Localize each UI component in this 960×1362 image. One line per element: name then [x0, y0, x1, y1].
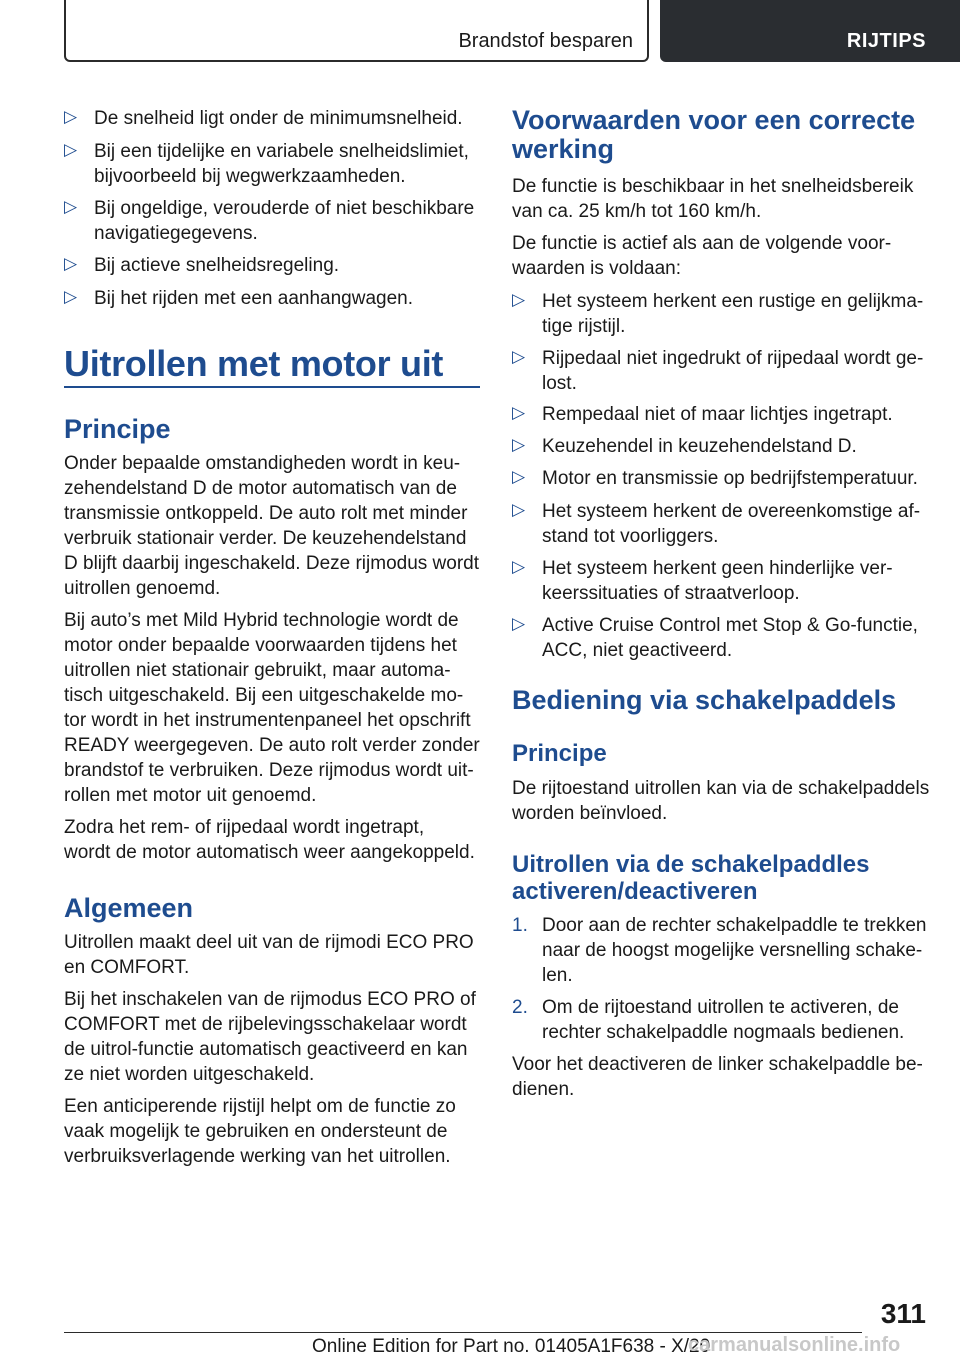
paragraph-line: De functie is beschikbaar in het snelheidsbereik: [512, 176, 914, 197]
bullet-icon: ▷: [64, 287, 78, 306]
paragraph-line: uitrollen niet stationair gebruikt, maar automa-: [64, 660, 451, 681]
paragraph-line: tor wordt in het instrumentenpaneel het opschrift: [64, 710, 471, 731]
subsection-heading: Voorwaarden voor een correcte: [512, 105, 916, 135]
list-item: len.: [542, 965, 573, 986]
paragraph-line: READY weergegeven. De auto rolt verder zonder: [64, 735, 480, 756]
paragraph-line: van ca. 25 km/h tot 160 km/h.: [512, 201, 762, 222]
step-number: 1.: [512, 915, 528, 936]
list-item: ACC, niet geactiveerd.: [542, 640, 733, 661]
watermark: carmanualsonline.info: [688, 1334, 901, 1356]
paragraph-line: transmissie ontkoppeld. De auto rolt met minder: [64, 503, 468, 524]
list-item: rechter schakelpaddle nogmaals bedienen.: [542, 1022, 905, 1043]
heading-rule: [64, 386, 480, 388]
paragraph-line: De rijtoestand uitrollen kan via de schakelpaddels: [512, 778, 930, 799]
list-item: Keuzehendel in keuzehendelstand D.: [542, 436, 857, 457]
paragraph-line: verbruiksverlagende werking van het uitrollen.: [64, 1146, 451, 1167]
paragraph-line: uitrollen genoemd.: [64, 578, 221, 599]
list-item: lost.: [542, 373, 577, 394]
paragraph-line: vaak mogelijk te gebruiken en ondersteunt de: [64, 1121, 448, 1142]
step-number: 2.: [512, 997, 528, 1018]
list-item: Bij ongeldige, verouderde of niet beschikbare: [94, 198, 475, 219]
list-item: Motor en transmissie op bedrijfstemperatuur.: [542, 468, 918, 489]
paragraph-line: Uitrollen maakt deel uit van de rijmodi ECO PRO: [64, 932, 474, 953]
subsection-heading: werking: [512, 134, 615, 164]
list-item: naar de hoogst mogelijke versnelling schake-: [542, 940, 923, 961]
list-item: Het systeem herkent een rustige en gelijkma-: [542, 291, 924, 312]
paragraph-line: Onder bepaalde omstandigheden wordt in keu-: [64, 453, 461, 474]
paragraph-line: Bij auto’s met Mild Hybrid technologie wordt de: [64, 610, 459, 631]
list-item: Om de rijtoestand uitrollen te activeren, de: [542, 997, 899, 1018]
paragraph-line: motor onder bepaalde voorwaarden tijdens het: [64, 635, 457, 656]
header-chapter-tab: [660, 0, 960, 62]
paragraph-line: dienen.: [512, 1079, 575, 1100]
bullet-icon: ▷: [512, 403, 526, 422]
subsection-heading: Principe: [512, 740, 607, 767]
list-item: Door aan de rechter schakelpaddle te trekken: [542, 915, 927, 936]
list-item: bijvoorbeeld bij wegwerkzaamheden.: [94, 166, 406, 187]
list-item: Bij een tijdelijke en variabele snelheidslimiet,: [94, 141, 469, 162]
paragraph-line: waarden is voldaan:: [512, 258, 681, 279]
bullet-icon: ▷: [64, 140, 78, 159]
bullet-icon: ▷: [512, 435, 526, 454]
header-section-title: Brandstof besparen: [458, 30, 633, 52]
paragraph-line: de uitrol-functie automatisch geactiveerd en kan: [64, 1039, 468, 1060]
header-chapter-title: RIJTIPS: [846, 30, 926, 52]
footer-rule: [64, 1332, 862, 1333]
list-item: stand tot voorliggers.: [542, 526, 719, 547]
section-heading: Uitrollen met motor uit: [64, 343, 444, 384]
bullet-icon: ▷: [64, 107, 78, 126]
list-item: Het systeem herkent geen hinderlijke ver-: [542, 558, 893, 579]
paragraph-line: ze niet worden uitgeschakeld.: [64, 1064, 315, 1085]
page-number: 311: [880, 1298, 926, 1329]
list-item: Het systeem herkent de overeenkomstige af-: [542, 501, 921, 522]
paragraph-line: Een anticiperende rijstijl helpt om de functie zo: [64, 1096, 456, 1117]
paragraph-line: worden beïnvloed.: [512, 803, 668, 824]
paragraph-line: brandstof te verbruiken. Deze rijmodus wordt uit-: [64, 760, 474, 781]
paragraph-line: Zodra het rem- of rijpedaal wordt ingetrapt,: [64, 817, 425, 838]
list-item: Bij het rijden met een aanhangwagen.: [94, 288, 414, 309]
paragraph-line: Bij het inschakelen van de rijmodus ECO PRO of: [64, 989, 476, 1010]
list-item: navigatiegegevens.: [94, 223, 258, 244]
list-item: Rijpedaal niet ingedrukt of rijpedaal wordt ge-: [542, 348, 924, 369]
paragraph-line: zehendelstand D de motor automatisch van de: [64, 478, 457, 499]
paragraph-line: D blijft daarbij ingeschakeld. Deze rijmodus wordt: [64, 553, 480, 574]
header-section-tab: [64, 0, 649, 62]
subsection-heading: activeren/deactiveren: [512, 878, 758, 905]
bullet-icon: ▷: [64, 197, 78, 216]
paragraph-line: Voor het deactiveren de linker schakelpaddle be-: [512, 1054, 923, 1075]
bullet-icon: ▷: [512, 614, 526, 633]
paragraph-line: COMFORT met de rijbelevingsschakelaar wordt: [64, 1014, 467, 1035]
bullet-icon: ▷: [512, 290, 526, 309]
paragraph-line: wordt de motor automatisch weer aangekoppeld.: [64, 842, 475, 863]
bullet-icon: ▷: [512, 467, 526, 486]
paragraph-line: De functie is actief als aan de volgende voor-: [512, 233, 892, 254]
bullet-icon: ▷: [512, 347, 526, 366]
bullet-icon: ▷: [64, 254, 78, 273]
paragraph-line: verbruik stationair verder. De keuzehendelstand: [64, 528, 467, 549]
list-item: De snelheid ligt onder de minimumsnelheid.: [94, 108, 463, 129]
bullet-icon: ▷: [512, 500, 526, 519]
subsection-heading: Algemeen: [64, 893, 194, 923]
list-item: Bij actieve snelheidsregeling.: [94, 255, 340, 276]
subsection-heading: Principe: [64, 414, 171, 444]
paragraph-line: tisch uitgeschakeld. Bij een uitgeschakelde mo-: [64, 685, 464, 706]
subsection-heading: Bediening via schakelpaddels: [512, 685, 897, 715]
list-item: Active Cruise Control met Stop & Go-functie,: [542, 615, 918, 636]
paragraph-line: en COMFORT.: [64, 957, 190, 978]
bullet-icon: ▷: [512, 557, 526, 576]
list-item: tige rijstijl.: [542, 316, 626, 337]
footer-edition: Online Edition for Part no. 01405A1F638 - X/20: [312, 1336, 711, 1357]
subsection-heading: Uitrollen via de schakelpaddles: [512, 851, 870, 878]
list-item: keerssituaties of straatverloop.: [542, 583, 800, 604]
paragraph-line: rollen met motor uit genoemd.: [64, 785, 317, 806]
list-item: Rempedaal niet of maar lichtjes ingetrapt.: [542, 404, 893, 425]
